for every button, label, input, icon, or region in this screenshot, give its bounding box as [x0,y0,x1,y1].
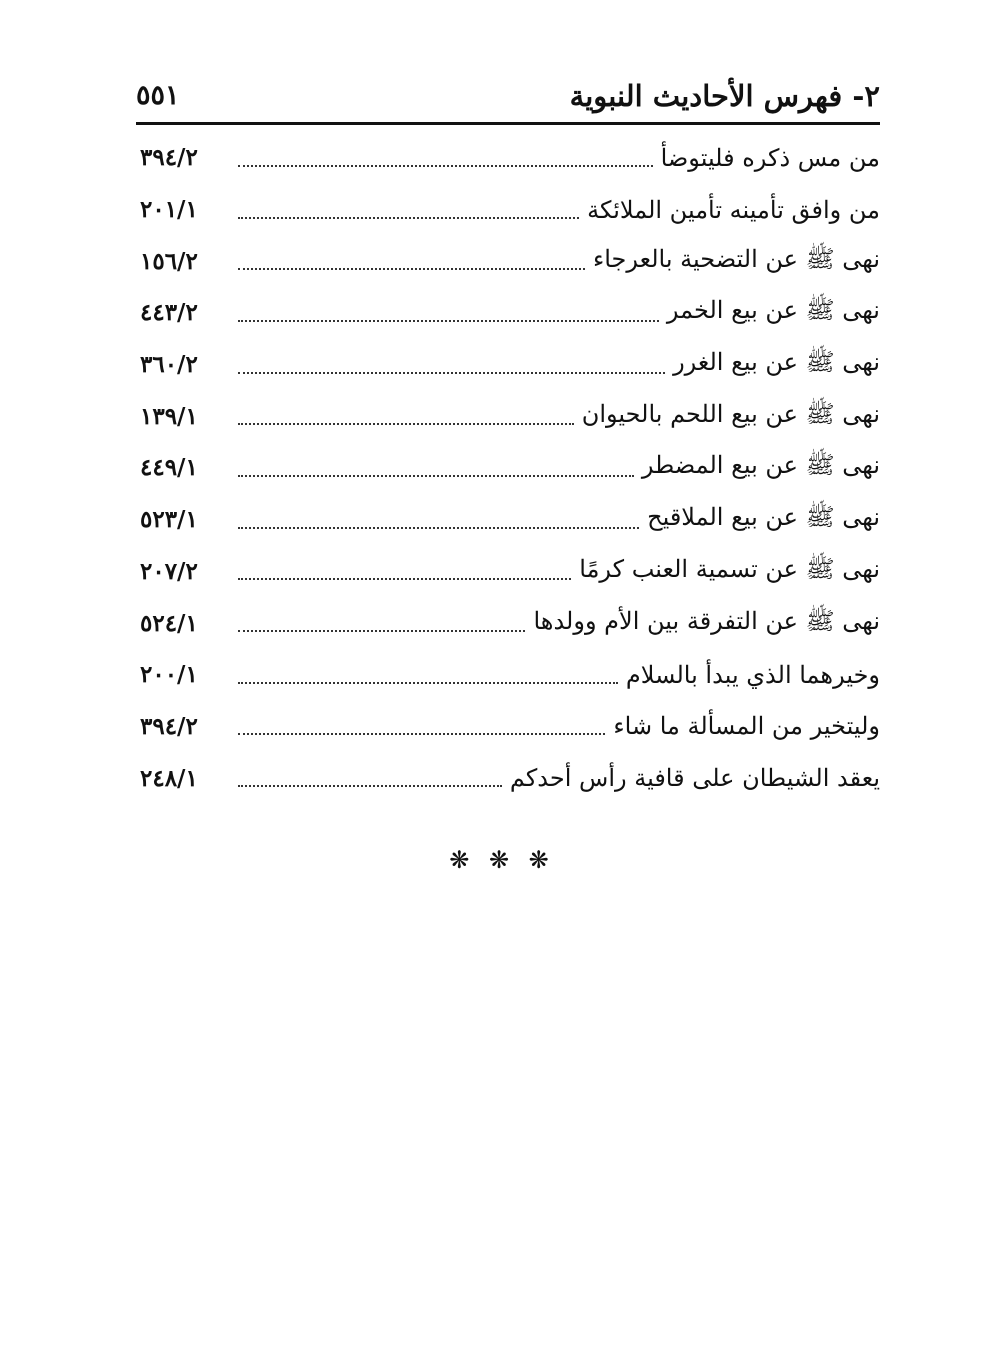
index-entry [140,752,880,804]
volume-page-ref: ٣٩٤/٢ [140,712,198,740]
volume-page-ref: ٢٠٠/١ [140,661,198,689]
index-entry [140,184,880,236]
hadith-text: نهى ﷺ عن تسمية العنب كرمًا [579,554,880,583]
header-divider [136,122,880,125]
dot-leader [238,785,502,787]
page-number: ٥٥١ [136,80,180,111]
volume-page-ref: ٣٦٠/٢ [140,351,198,379]
hadith-text: نهى ﷺ عن بيع الملاقيح [647,503,880,532]
volume-page-ref: ٣٩٤/٢ [140,144,198,172]
volume-page-ref: ٢٤٨/١ [140,764,198,792]
dot-leader [238,475,634,477]
volume-page-ref: ١٣٩/١ [140,402,198,430]
index-entry [140,390,880,442]
hadith-text: نهى ﷺ عن التفرقة بين الأم وولدها [533,606,880,635]
volume-page-ref: ٥٢٣/١ [140,506,198,534]
index-entry [140,701,880,753]
dot-leader [238,372,665,374]
hadith-text: نهى ﷺ عن بيع المضطر [641,451,880,480]
dot-leader [238,217,579,219]
dot-leader [238,682,618,684]
volume-page-ref: ٤٤٣/٢ [140,299,198,327]
dot-leader [238,578,571,580]
hadith-text: يعقد الشيطان على قافية رأس أحدكم [509,764,880,793]
index-entry [140,235,880,287]
dot-leader [238,630,525,632]
volume-page-ref: ٢٠٧/٢ [140,557,198,585]
dot-leader [238,268,585,270]
index-entry [140,287,880,339]
hadith-text: من مس ذكره فليتوضأ [660,143,880,172]
section-end-ornament: ❋ ❋ ❋ [449,846,555,874]
dot-leader [238,423,574,425]
index-entry [140,546,880,598]
hadith-text: نهى ﷺ عن بيع الخمر [666,296,880,325]
hadith-text: من وافق تأمينه تأمين الملائكة [587,195,880,224]
volume-page-ref: ٥٢٤/١ [140,609,198,637]
dot-leader [238,320,659,322]
dot-leader [238,165,653,167]
hadith-text: وخيرهما الذي يبدأ بالسلام [625,660,880,689]
index-entry [140,494,880,546]
index-entry [140,649,880,701]
hadith-text: نهى ﷺ عن بيع الغرر [673,348,880,377]
hadith-text: وليتخير من المسألة ما شاء [613,712,880,741]
index-entry [140,442,880,494]
volume-page-ref: ٢٠١/١ [140,196,198,224]
hadith-text: نهى ﷺ عن بيع اللحم بالحيوان [581,399,880,428]
dot-leader [238,527,639,529]
index-entry [140,132,880,184]
hadith-index-list [140,132,880,804]
page-header [136,72,880,120]
index-entry [140,597,880,649]
volume-page-ref: ١٥٦/٢ [140,247,198,275]
volume-page-ref: ٤٤٩/١ [140,454,198,482]
dot-leader [238,733,605,735]
index-entry [140,339,880,391]
hadith-text: نهى ﷺ عن التضحية بالعرجاء [592,244,880,273]
page-title: ٢- فهرس الأحاديث النبوية [569,79,880,113]
